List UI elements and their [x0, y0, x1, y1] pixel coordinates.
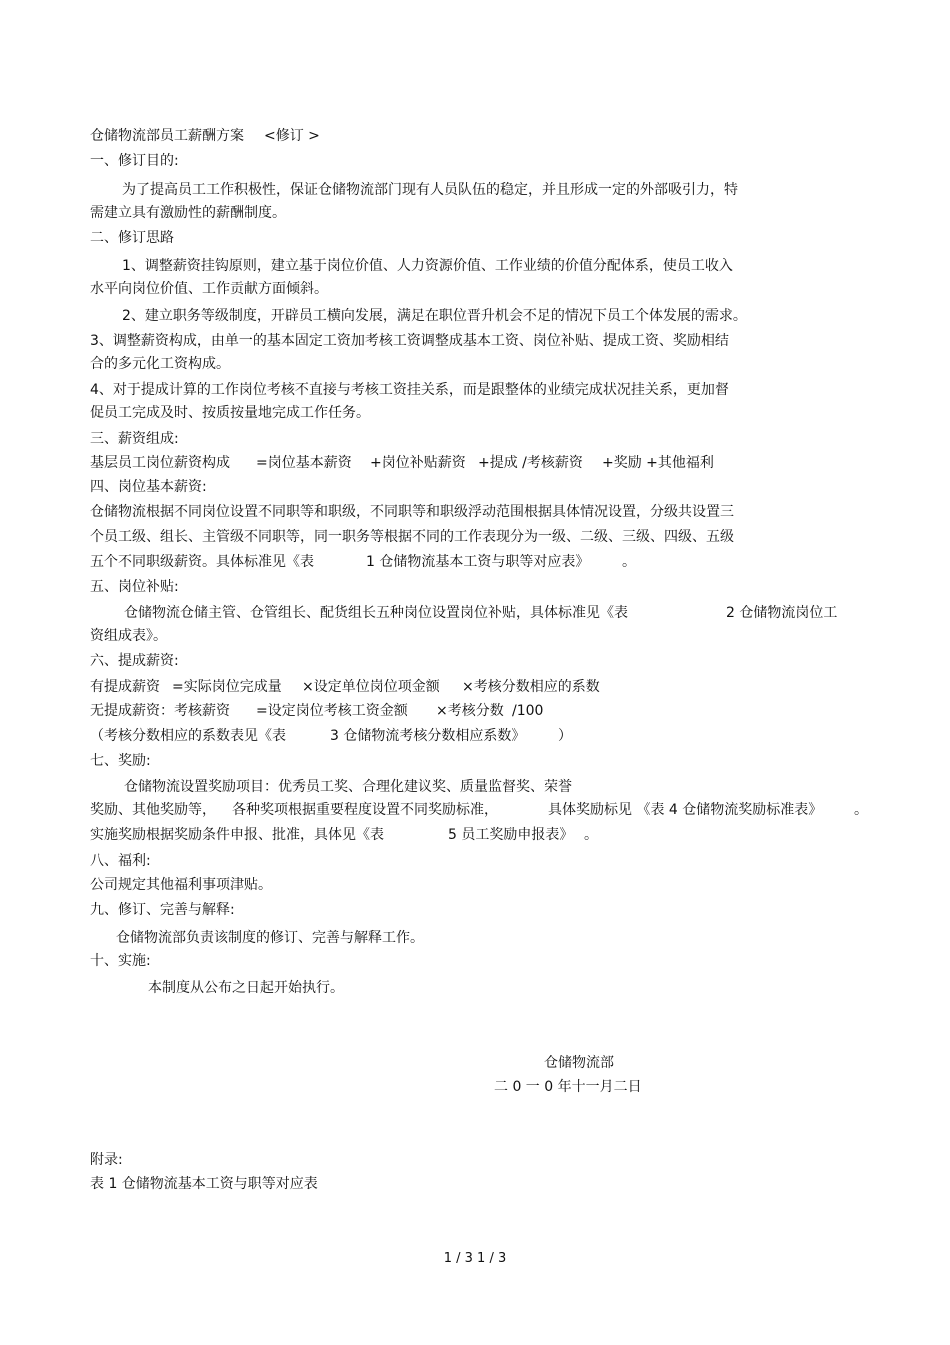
section-8-heading: 八、福利:	[90, 853, 151, 869]
section-4-text: 个员工级、组长、主管级不同职等，同一职务等根据不同的工作表现分为一级、二级、三级、四级、五级	[90, 529, 734, 545]
section-10-heading: 十、实施:	[90, 953, 151, 969]
section-2-item-4-cont: 促员工完成及时、按质按量地完成工作任务。	[90, 405, 370, 421]
section-2-item-3: 3、调整薪资构成，由单一的基本固定工资加考核工资调整成基本工资、岗位补贴、提成工资、奖励相结	[90, 333, 729, 349]
section-2-item-1: 1、调整薪资挂钩原则，建立基于岗位价值、人力资源价值、工作业绩的价值分配体系，使员工收入	[122, 258, 733, 274]
section-5-text: 资组成表》。	[90, 628, 167, 644]
section-4-text: 仓储物流根据不同岗位设置不同职等和职级，不同职等和职级浮动范围根据具体情况设置，分级共设置三	[90, 504, 734, 520]
appendix-table-title: 表 1 仓储物流基本工资与职等对应表	[90, 1176, 318, 1192]
section-6-heading: 六、提成薪资:	[90, 653, 179, 669]
appendix-label: 附录:	[90, 1152, 123, 1168]
section-9-text: 仓储物流部负责该制度的修订、完善与解释工作。	[116, 930, 424, 946]
section-7-text: 奖励、其他奖励等， 各种奖项根据重要程度设置不同奖励标准， 具体奖励标见 《表 4 仓储物流奖励标准表》 。	[90, 802, 868, 818]
section-4-text: 五个不同职级薪资。具体标准见《表 1 仓储物流基本工资与职等对应表》 。	[90, 554, 636, 570]
section-2-item-1-cont: 水平向岗位价值、工作贡献方面倾斜。	[90, 281, 328, 297]
document-title: 仓储物流部员工薪酬方案 <修订 >	[90, 128, 320, 144]
section-1-text: 为了提高员工工作积极性，保证仓储物流部门现有人员队伍的稳定，并且形成一定的外部吸引力，特	[122, 182, 738, 198]
section-8-text: 公司规定其他福利事项津贴。	[90, 877, 272, 893]
section-7-text: 实施奖励根据奖励条件申报、批准，具体见《表 5 员工奖励申报表》 。	[90, 827, 598, 843]
no-commission-formula: 无提成薪资：考核薪资 =设定岗位考核工资金额 ×考核分数 /100	[90, 703, 544, 719]
section-1-heading: 一、修订目的:	[90, 153, 179, 169]
commission-formula: 有提成薪资 =实际岗位完成量 ×设定单位岗位项金额 ×考核分数相应的系数	[90, 679, 600, 695]
salary-formula: 基层员工岗位薪资构成 =岗位基本薪资 +岗位补贴薪资 +提成 /考核薪资 +奖励 +其他福利	[90, 455, 714, 471]
section-2-item-3-cont: 合的多元化工资构成。	[90, 356, 230, 372]
section-4-heading: 四、岗位基本薪资:	[90, 479, 207, 495]
section-2-heading: 二、修订思路	[90, 230, 174, 246]
section-5-heading: 五、岗位补贴:	[90, 579, 179, 595]
coefficient-note: （考核分数相应的系数表见《表 3 仓储物流考核分数相应系数》 ）	[90, 728, 572, 744]
section-7-text: 仓储物流设置奖励项目：优秀员工奖、合理化建议奖、质量监督奖、荣誉	[124, 779, 572, 795]
section-9-heading: 九、修订、完善与解释:	[90, 902, 235, 918]
section-10-text: 本制度从公布之日起开始执行。	[148, 980, 344, 996]
signature-department: 仓储物流部	[544, 1055, 614, 1071]
section-1-text: 需建立具有激励性的薪酬制度。	[90, 205, 286, 221]
section-2-item-2: 2、建立职务等级制度，开辟员工横向发展，满足在职位晋升机会不足的情况下员工个体发展的需求。	[122, 308, 747, 324]
section-3-heading: 三、薪资组成:	[90, 431, 179, 447]
section-5-text: 仓储物流仓储主管、仓管组长、配货组长五种岗位设置岗位补贴，具体标准见《表 2 仓储物流岗位工	[124, 605, 838, 621]
page-number: 1 / 3 1 / 3	[443, 1251, 507, 1266]
section-7-heading: 七、奖励:	[90, 753, 151, 769]
signature-date: 二 0 一 0 年十一月二日	[494, 1079, 642, 1095]
section-2-item-4: 4、对于提成计算的工作岗位考核不直接与考核工资挂关系，而是跟整体的业绩完成状况挂关系，更加督	[90, 382, 729, 398]
